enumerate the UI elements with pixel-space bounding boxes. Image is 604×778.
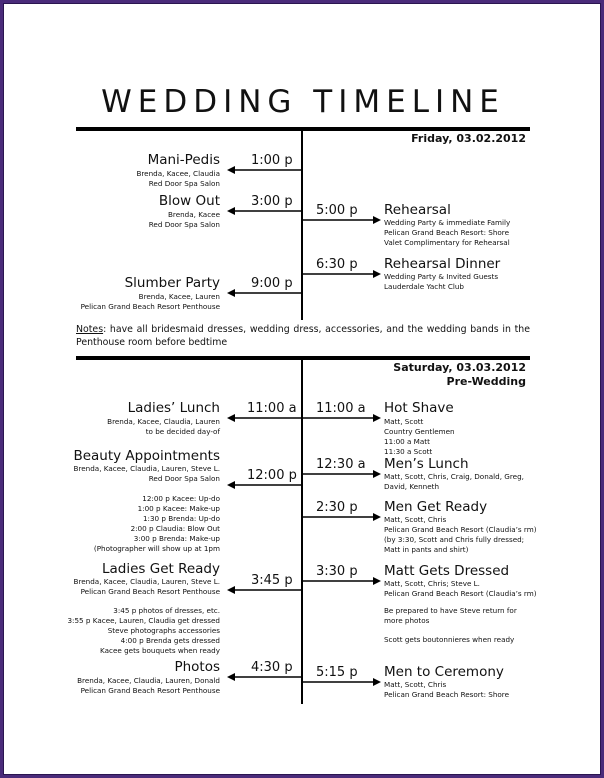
event-detail: 11:00 a Matt bbox=[384, 437, 430, 446]
schedule-item: 3:55 p Kacee, Lauren, Claudia get dressed bbox=[67, 616, 220, 625]
day1-date: Friday, 03.02.2012 bbox=[411, 132, 526, 145]
event-time: 9:00 p bbox=[251, 276, 293, 291]
event-detail: Matt, Scott, Chris; Steve L. bbox=[384, 579, 480, 588]
event-title: Blow Out bbox=[158, 193, 220, 209]
event-time: 4:30 p bbox=[251, 660, 293, 675]
event-title: Matt Gets Dressed bbox=[384, 563, 510, 579]
event-detail: Pelican Grand Beach Resort (Claudia’s rm) bbox=[384, 525, 537, 534]
event-detail: Brenda, Kacee, Lauren bbox=[138, 292, 220, 301]
event-detail: Matt in pants and shirt) bbox=[384, 545, 469, 554]
event-title: Rehearsal Dinner bbox=[384, 256, 501, 272]
schedule-item: Kacee gets bouquets when ready bbox=[100, 646, 220, 655]
event-detail: Brenda, Kacee bbox=[167, 210, 220, 219]
schedule-item: 12:00 p Kacee: Up-do bbox=[142, 494, 220, 503]
event-detail: Brenda, Kacee, Claudia, Lauren, Donald bbox=[77, 676, 220, 685]
event-detail: Matt, Scott bbox=[384, 417, 424, 426]
event-detail: Pelican Grand Beach Resort: Shore bbox=[384, 228, 510, 237]
event-time: 6:30 p bbox=[316, 257, 358, 272]
event-title: Ladies Get Ready bbox=[101, 561, 220, 577]
event-time: 5:00 p bbox=[316, 203, 358, 218]
event-title: Mani-Pedis bbox=[147, 152, 220, 168]
event-title: Photos bbox=[174, 659, 220, 675]
event-detail: Pelican Grand Beach Resort Penthouse bbox=[80, 686, 220, 695]
schedule-item: Steve photographs accessories bbox=[107, 626, 220, 635]
event-detail: Red Door Spa Salon bbox=[148, 474, 220, 483]
event-time: 3:45 p bbox=[251, 573, 293, 588]
event-detail: Matt, Scott, Chris, Craig, Donald, Greg, bbox=[384, 472, 524, 481]
day2-subtitle: Pre-Wedding bbox=[446, 375, 526, 388]
schedule-item: 1:00 p Kacee: Make-up bbox=[137, 504, 220, 513]
event-detail: Red Door Spa Salon bbox=[148, 179, 220, 188]
event-detail: David, Kenneth bbox=[384, 482, 440, 491]
event-title: Beauty Appointments bbox=[73, 448, 220, 464]
document-page bbox=[3, 3, 601, 775]
event-title: Rehearsal bbox=[384, 202, 451, 218]
event-detail: Wedding Party & immediate Family bbox=[384, 218, 511, 227]
timeline-arrows bbox=[4, 4, 601, 775]
event-detail: Brenda, Kacee, Claudia, Lauren bbox=[107, 417, 220, 426]
page-title: WEDDING TIMELINE bbox=[101, 84, 505, 120]
event-detail: to be decided day-of bbox=[145, 427, 220, 436]
event-title: Hot Shave bbox=[384, 400, 454, 416]
event-detail: Pelican Grand Beach Resort Penthouse bbox=[80, 302, 220, 311]
day2-date: Saturday, 03.03.2012 bbox=[393, 361, 526, 374]
event-detail: Brenda, Kacee, Claudia bbox=[136, 169, 220, 178]
event-title: Men to Ceremony bbox=[384, 664, 504, 680]
event-title: Men Get Ready bbox=[384, 499, 488, 515]
notes-text: : have all bridesmaid dresses, wedding dress, accessories, and the wedding bands in the Penthouse room before bedtime bbox=[76, 324, 530, 348]
event-detail: Lauderdale Yacht Club bbox=[384, 282, 464, 291]
event-detail: Brenda, Kacee, Claudia, Lauren, Steve L. bbox=[73, 464, 220, 473]
event-time: 3:30 p bbox=[316, 564, 358, 579]
event-detail: (by 3:30, Scott and Chris fully dressed; bbox=[384, 535, 525, 544]
event-detail: Brenda, Kacee, Claudia, Lauren, Steve L. bbox=[73, 577, 220, 586]
event-title: Men’s Lunch bbox=[384, 456, 469, 472]
event-detail: Red Door Spa Salon bbox=[148, 220, 220, 229]
event-time: 5:15 p bbox=[316, 665, 358, 680]
schedule-item: 3:00 p Brenda: Make-up bbox=[133, 534, 220, 543]
schedule-item: 4:00 p Brenda gets dressed bbox=[120, 636, 220, 645]
event-detail: Matt, Scott, Chris bbox=[384, 515, 447, 524]
event-detail: Valet Complimentary for Rehearsal bbox=[384, 238, 510, 247]
schedule-item: 1:30 p Brenda: Up-do bbox=[142, 514, 220, 523]
event-detail: Pelican Grand Beach Resort: Shore bbox=[384, 690, 510, 699]
event-detail: 11:30 a Scott bbox=[384, 447, 433, 456]
event-note: Be prepared to have Steve return for bbox=[384, 606, 517, 615]
schedule-item: 3:45 p photos of dresses, etc. bbox=[113, 606, 220, 615]
notes-label: Notes bbox=[76, 324, 104, 335]
event-time: 2:30 p bbox=[316, 500, 358, 515]
event-time: 11:00 a bbox=[316, 401, 366, 416]
event-title: Ladies’ Lunch bbox=[127, 400, 220, 416]
event-title: Slumber Party bbox=[124, 275, 220, 291]
schedule-item: 2:00 p Claudia: Blow Out bbox=[130, 524, 220, 533]
event-detail: Wedding Party & Invited Guests bbox=[384, 272, 499, 281]
event-time: 1:00 p bbox=[251, 153, 293, 168]
event-time: 11:00 a bbox=[247, 401, 297, 416]
event-detail: Pelican Grand Beach Resort (Claudia’s rm) bbox=[384, 589, 537, 598]
event-note: more photos bbox=[384, 616, 430, 625]
event-time: 12:30 a bbox=[316, 457, 366, 472]
event-detail: Pelican Grand Beach Resort Penthouse bbox=[80, 587, 220, 596]
event-time: 3:00 p bbox=[251, 194, 293, 209]
schedule-item: (Photographer will show up at 1pm bbox=[93, 544, 220, 553]
event-detail: Matt, Scott, Chris bbox=[384, 680, 447, 689]
event-note: Scott gets boutonnieres when ready bbox=[384, 635, 515, 644]
event-time: 12:00 p bbox=[247, 468, 297, 483]
event-detail: Country Gentlemen bbox=[384, 427, 455, 436]
